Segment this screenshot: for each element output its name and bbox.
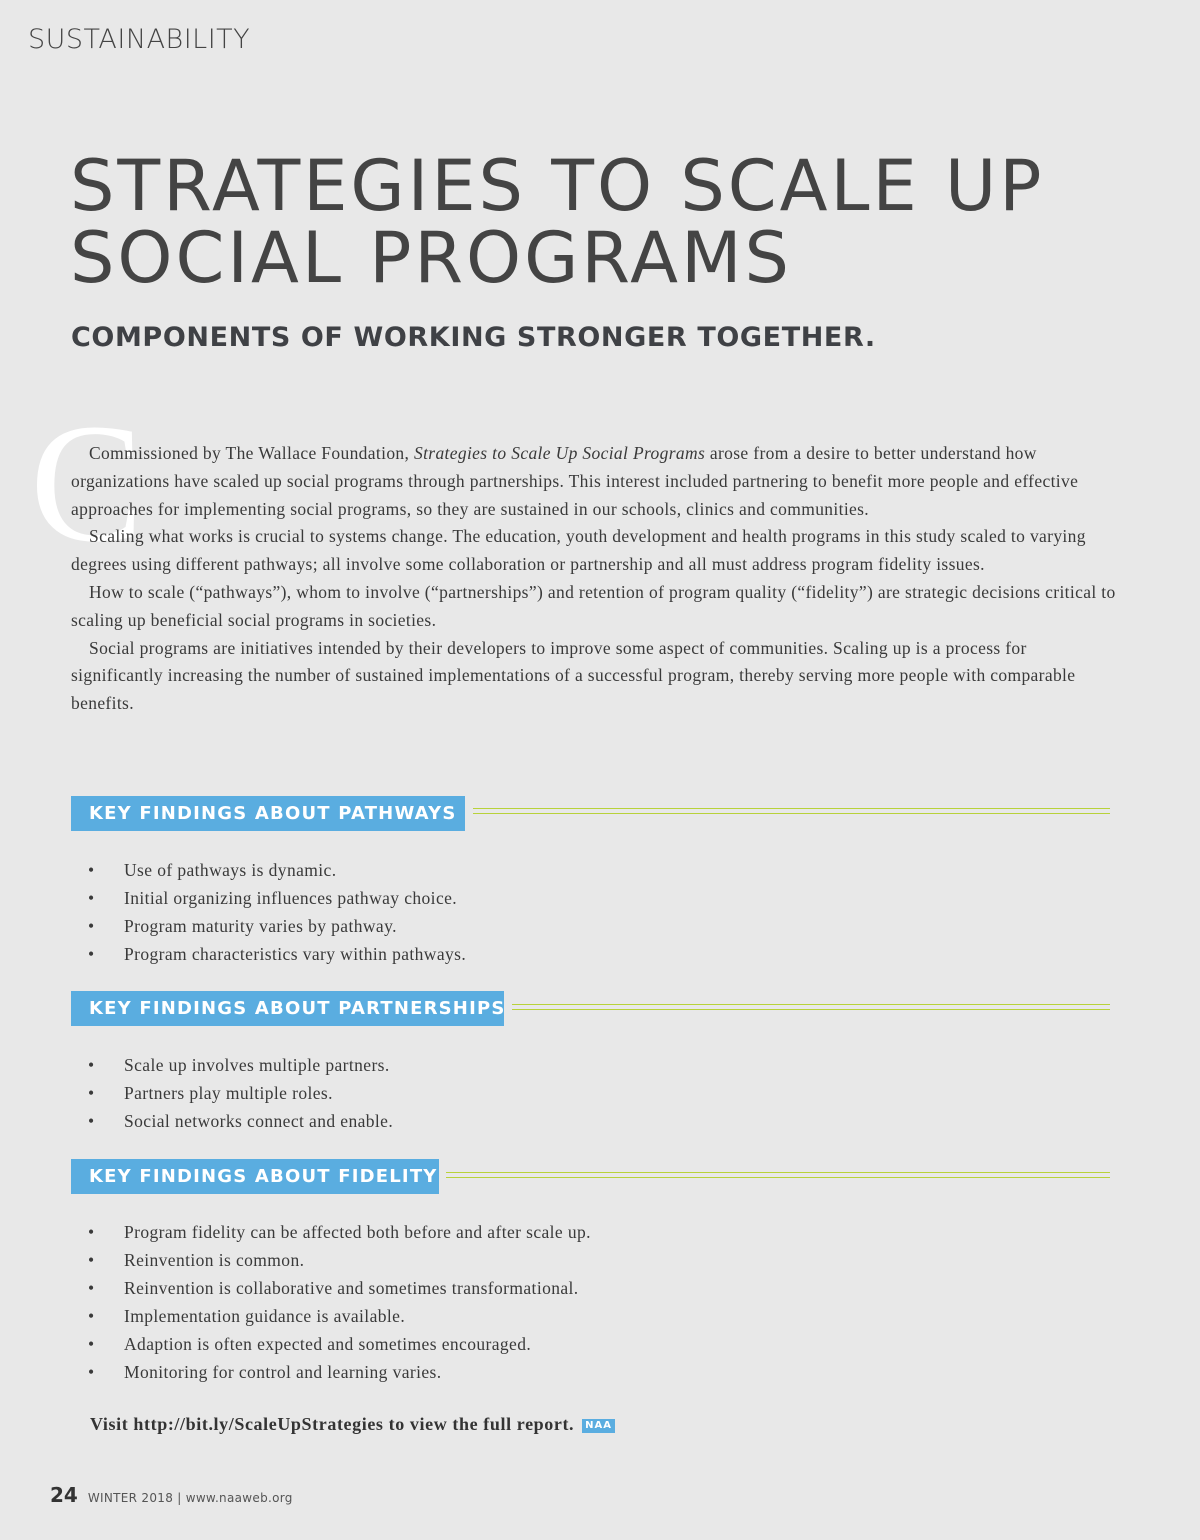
body-paragraph: How to scale (“pathways”), whom to involve (“partnerships”) and retention of program quality (“fidelity”) are strategic decisions critical to scaling up beneficial social programs in societies. bbox=[71, 581, 1116, 630]
list-item: • Reinvention is collaborative and sometimes transformational. bbox=[88, 1275, 591, 1303]
title-line-2: SOCIAL PROGRAMS bbox=[70, 217, 792, 299]
partnerships-divider-rule bbox=[512, 1004, 1110, 1010]
full-report-note bbox=[90, 1414, 615, 1435]
naa-logo-icon: NAA bbox=[582, 1419, 615, 1433]
footer-issue-info: WINTER 2018 | www.naaweb.org bbox=[87, 1491, 293, 1505]
list-item: • Program maturity varies by pathway. bbox=[88, 913, 466, 941]
body-paragraph: Commissioned by The Wallace Foundation, Strategies to Scale Up Social Programs arose from a desire to better understand how organizations have scaled up social programs through partnerships. This interest included partnering to benefit more people and effective approaches for implementing social programs, so they are sustained in our schools, clinics and communities. bbox=[71, 443, 1079, 519]
article-subtitle: COMPONENTS OF WORKING STRONGER TOGETHER. bbox=[71, 322, 876, 353]
pathways-findings-list bbox=[88, 857, 466, 969]
drop-cap: C bbox=[30, 389, 144, 577]
report-title-italic: Strategies to Scale Up Social Programs bbox=[413, 443, 706, 463]
list-item: • Monitoring for control and learning varies. bbox=[88, 1359, 591, 1387]
fidelity-findings-list bbox=[88, 1219, 591, 1386]
partnerships-findings-list bbox=[88, 1052, 393, 1136]
page-footer bbox=[50, 1483, 293, 1507]
body-paragraph: Social programs are initiatives intended by their developers to improve some aspect of communities. Scaling up is a process for significantly increasing the number of sustained implementations of a successful program, thereby serving more people with comparable benefits. bbox=[71, 637, 1076, 714]
list-item: • Scale up involves multiple partners. bbox=[88, 1052, 393, 1080]
partnerships-heading-banner: KEY FINDINGS ABOUT PARTNERSHIPS bbox=[71, 991, 504, 1026]
pathways-heading-banner: KEY FINDINGS ABOUT PATHWAYS bbox=[71, 796, 465, 831]
fidelity-divider-rule bbox=[446, 1172, 1110, 1178]
list-item: • Reinvention is common. bbox=[88, 1247, 591, 1275]
page-number: 24 bbox=[50, 1483, 78, 1507]
article-body bbox=[71, 440, 1116, 718]
list-item: • Social networks connect and enable. bbox=[88, 1108, 393, 1136]
list-item: • Use of pathways is dynamic. bbox=[88, 857, 466, 885]
list-item: • Program fidelity can be affected both before and after scale up. bbox=[88, 1219, 591, 1247]
title-line-1: STRATEGIES TO SCALE UP bbox=[70, 145, 1045, 227]
full-report-link-text[interactable]: Visit http://bit.ly/ScaleUpStrategies to view the full report. bbox=[90, 1414, 575, 1434]
list-item: • Adaption is often expected and sometimes encouraged. bbox=[88, 1331, 591, 1359]
list-item: • Implementation guidance is available. bbox=[88, 1303, 591, 1331]
pathways-divider-rule bbox=[473, 808, 1110, 814]
fidelity-heading-banner: KEY FINDINGS ABOUT FIDELITY bbox=[71, 1159, 439, 1194]
list-item: • Partners play multiple roles. bbox=[88, 1080, 393, 1108]
list-item: • Initial organizing influences pathway choice. bbox=[88, 885, 466, 913]
body-paragraph: Scaling what works is crucial to systems change. The education, youth development and health programs in this study scaled to varying degrees using different pathways; all involve some collaboration or partnership and all must address program fidelity issues. bbox=[71, 526, 1086, 575]
section-label: SUSTAINABILITY bbox=[28, 24, 251, 55]
article-title bbox=[70, 145, 1045, 299]
list-item: • Program characteristics vary within pathways. bbox=[88, 941, 466, 969]
